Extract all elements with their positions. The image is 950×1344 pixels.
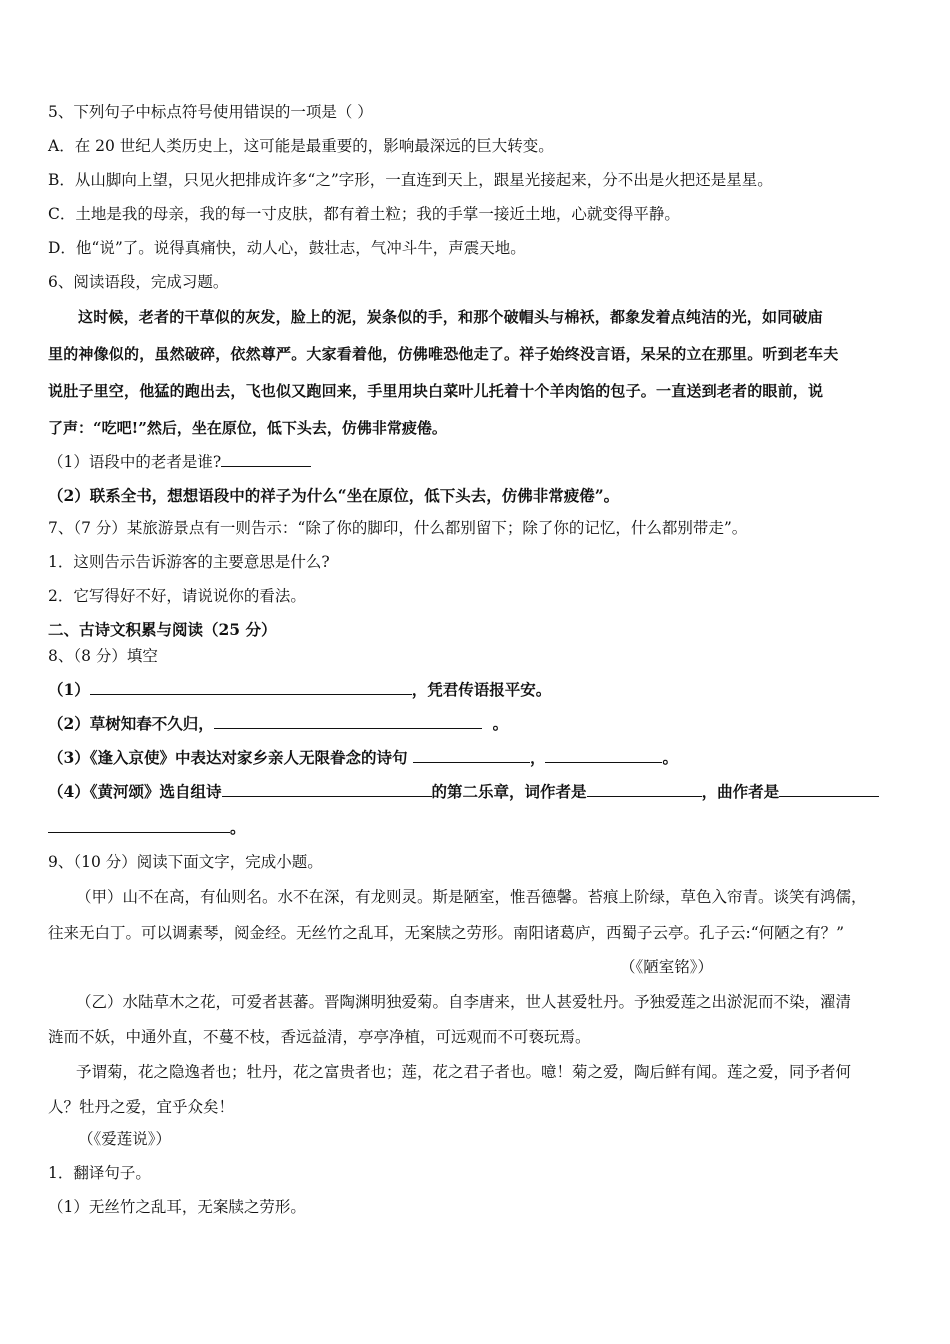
q5-option-a: A．在 20 世纪人类历史上，这可能是最重要的，影响最深远的巨大转变。 bbox=[48, 137, 554, 155]
q5-stem: 5、下列句子中标点符号使用错误的一项是（ ） bbox=[48, 103, 373, 121]
q8-stem: 8、（8 分）填空 bbox=[48, 647, 158, 665]
q6-sub1-blank[interactable] bbox=[221, 452, 311, 467]
q9-stem: 9、（10 分）阅读下面文字，完成小题。 bbox=[48, 853, 323, 871]
q7-stem: 7、（7 分）某旅游景点有一则告示：“除了你的脚印，什么都别留下；除了你的记忆，什么都别带走”。 bbox=[48, 519, 748, 537]
q8-item-4-mid2: ，曲作者是 bbox=[701, 782, 780, 801]
q8-item-3-prefix: （3）《逢入京使》中表达对家乡亲人无限眷念的诗句 bbox=[48, 748, 408, 767]
q8-item-4-blank-3[interactable] bbox=[779, 782, 879, 797]
q8-item-4-blank-1[interactable] bbox=[222, 782, 432, 797]
q8-item-4-mid1: 的第二乐章，词作者是 bbox=[431, 782, 587, 801]
q8-item-1 bbox=[48, 679, 551, 701]
q8-item-4-prefix: （4）《黄河颂》选自组诗 bbox=[48, 782, 222, 801]
q8-item-2 bbox=[48, 713, 508, 735]
q8-item-3-blank-2[interactable] bbox=[545, 748, 662, 763]
q7-sub2: 2．它写得好不好，请说说你的看法。 bbox=[48, 587, 306, 605]
q8-item-4-suffix: 。 bbox=[230, 818, 246, 837]
q8-item-1-blank[interactable] bbox=[90, 680, 412, 695]
q5-option-b: B．从山脚向上望，只见火把排成许多“之”字形，一直连到天上，跟星光接起来，分不出是火把还是星星。 bbox=[48, 171, 773, 189]
q6-sub2: （2）联系全书，想想语段中的祥子为什么“坐在原位，低下头去，仿佛非常疲倦”。 bbox=[48, 486, 620, 505]
q8-item-3-sep: ， bbox=[529, 748, 546, 767]
q6-stem: 6、阅读语段，完成习题。 bbox=[48, 273, 229, 291]
q8-item-3-suffix: 。 bbox=[662, 748, 678, 767]
q9-yi2-line-1: 予谓菊，花之隐逸者也；牡丹，花之富贵者也；莲，花之君子者也。噫！菊之爱，陶后鲜有闻。莲之爱，同予者何 bbox=[76, 1063, 852, 1081]
q5-option-d: D．他“说”了。说得真痛快，动人心，鼓壮志，气冲斗牛，声震天地。 bbox=[48, 239, 526, 257]
q6-para-line-1: 这时候，老者的干草似的灰发，脸上的泥，炭条似的手，和那个破帽头与棉袄，都象发着点纯洁的光，如同破庙 bbox=[78, 308, 823, 326]
q8-item-3 bbox=[48, 747, 678, 769]
q8-item-2-suffix: 。 bbox=[492, 714, 509, 733]
q6-para-line-4: 了声：“吃吧!”然后，坐在原位，低下头去，仿佛非常疲倦。 bbox=[48, 419, 447, 437]
q9-yi2-line-2: 人？牡丹之爱，宜乎众矣！ bbox=[48, 1098, 235, 1116]
q9-yi-line-2: 涟而不妖，中通外直，不蔓不枝，香远益清，亭亭净植，可远观而不可亵玩焉。 bbox=[48, 1028, 591, 1046]
q7-sub1: 1．这则告示告诉游客的主要意思是什么? bbox=[48, 553, 330, 571]
q8-item-2-prefix: （2）草树知春不久归， bbox=[48, 714, 214, 733]
q8-item-1-prefix: （1） bbox=[48, 680, 90, 699]
q9-jia-source: （《陋室铭》） bbox=[620, 958, 714, 976]
q9-jia-line-1: （甲）山不在高，有仙则名。水不在深，有龙则灵。斯是陋室，惟吾德馨。苔痕上阶绿，草色入帘青。谈笑有鸿儒， bbox=[76, 888, 867, 906]
q8-item-4-blank-4[interactable] bbox=[48, 818, 230, 833]
q5-option-c: C．土地是我的母亲，我的每一寸皮肤，都有着土粒；我的手掌一接近土地，心就变得平静。 bbox=[48, 205, 680, 223]
q9-jia-line-2: 往来无白丁。可以调素琴，阅金经。无丝竹之乱耳，无案牍之劳形。南阳诸葛庐，西蜀子云亭。孔子云:“何陋之有？” bbox=[48, 924, 845, 942]
q6-para-line-2: 里的神像似的，虽然破碎，依然尊严。大家看着他，仿佛唯恐他走了。祥子始终没言语，呆呆的立在那里。听到老车夫 bbox=[48, 345, 839, 363]
q6-para-line-3: 说肚子里空，他猛的跑出去，飞也似又跑回来，手里用块白菜叶儿托着十个羊肉馅的包子。一直送到老者的眼前，说 bbox=[48, 382, 824, 400]
q9-task: 1．翻译句子。 bbox=[48, 1164, 151, 1182]
q9-yi-source: （《爱莲说》） bbox=[78, 1130, 172, 1148]
q8-item-2-blank[interactable] bbox=[214, 714, 482, 729]
q8-item-3-blank-1[interactable] bbox=[413, 748, 530, 763]
section2-title: 二、古诗文积累与阅读（25 分） bbox=[48, 620, 277, 639]
q8-item-4 bbox=[48, 781, 879, 803]
q6-sub1-text: （1）语段中的老者是谁? bbox=[48, 453, 222, 471]
q9-yi-line-1: （乙）水陆草木之花，可爱者甚蕃。晋陶渊明独爱菊。自李唐来，世人甚爱牡丹。予独爱莲之出淤泥而不染，濯清 bbox=[76, 993, 852, 1011]
q8-item-4-cont bbox=[48, 817, 246, 839]
q8-item-4-blank-2[interactable] bbox=[587, 782, 702, 797]
q9-task-sub1: （1）无丝竹之乱耳，无案牍之劳形。 bbox=[48, 1198, 306, 1216]
q6-sub1 bbox=[48, 451, 311, 473]
q8-item-1-suffix: ，凭君传语报平安。 bbox=[411, 680, 552, 699]
